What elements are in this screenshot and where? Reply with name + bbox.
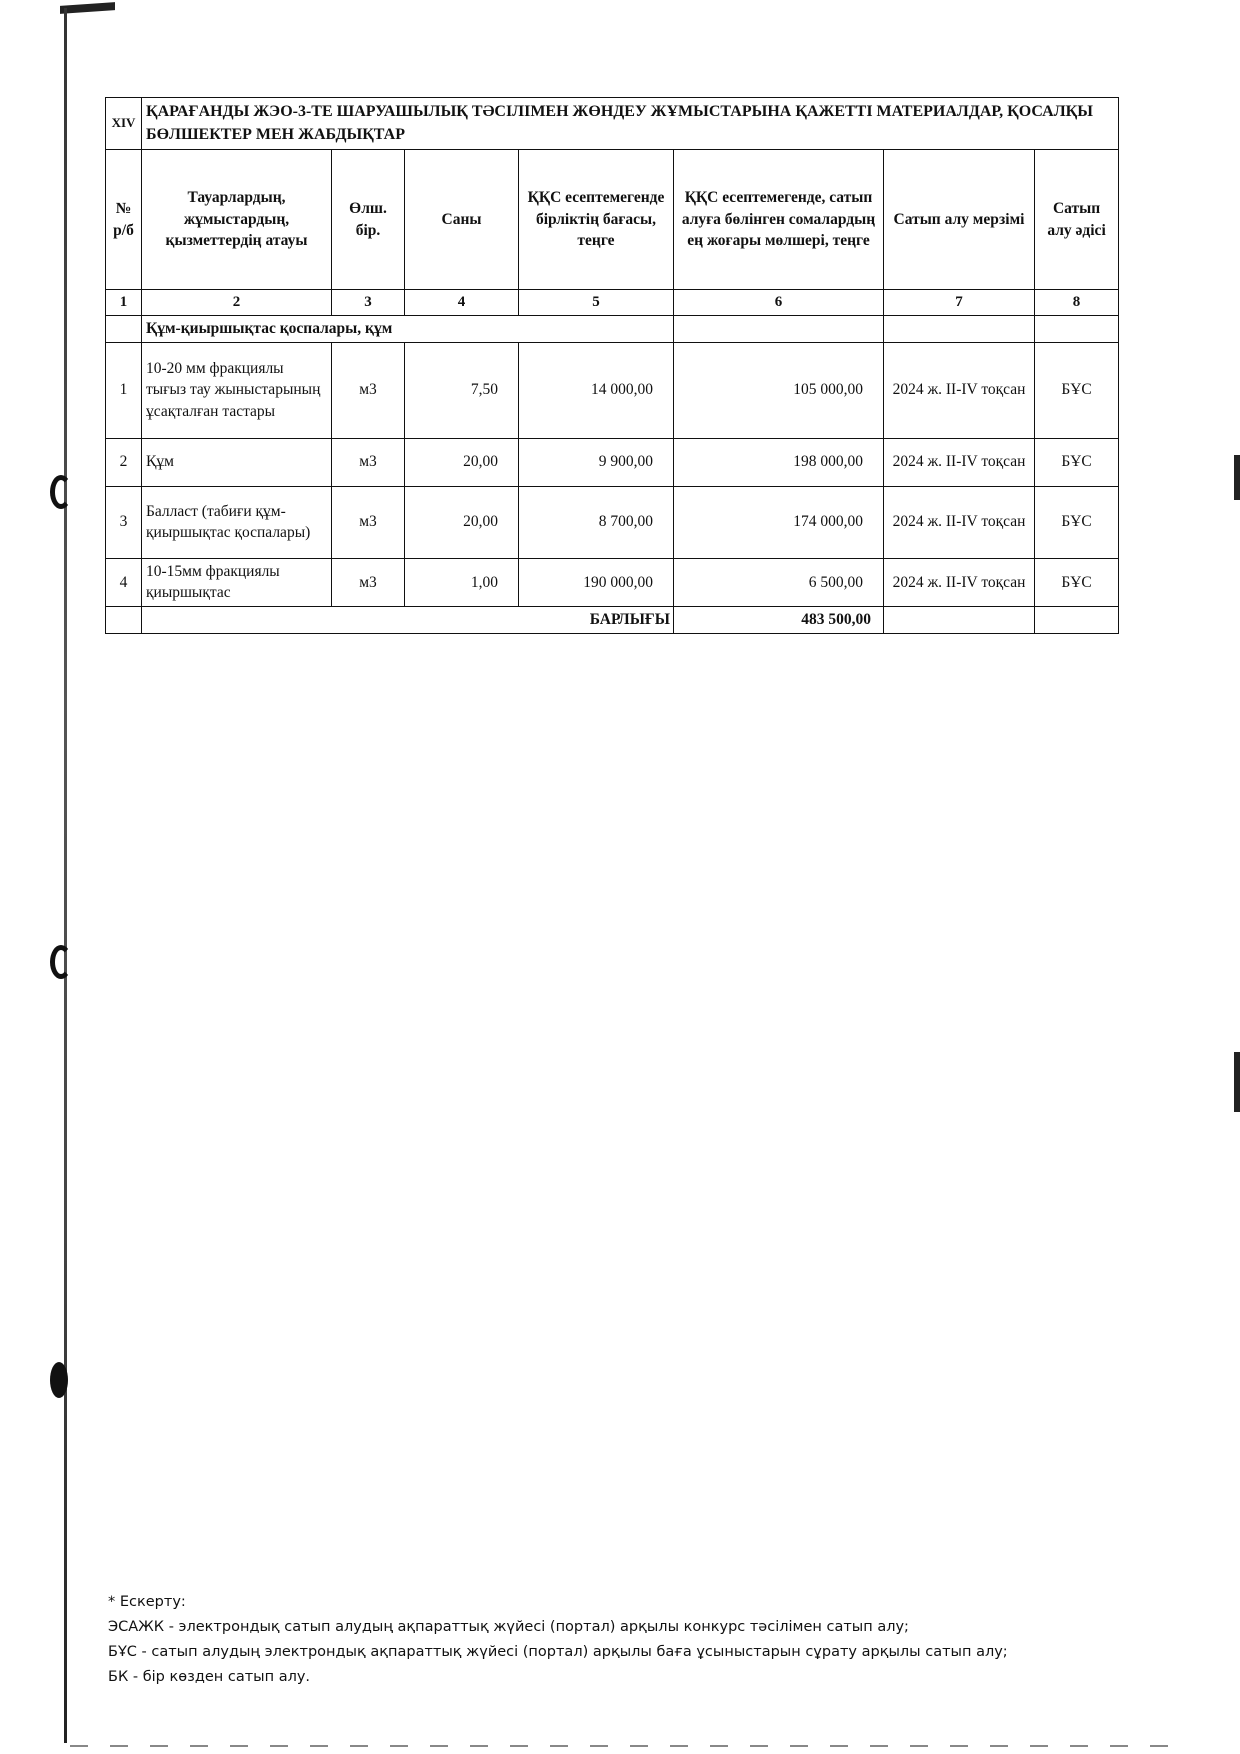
item-name: Құм [142,438,332,486]
column-index: 8 [1035,290,1119,316]
col-header-method: Сатып алу әдісі [1035,150,1119,290]
punch-hole [50,945,72,979]
item-unit: м3 [332,486,405,558]
scan-noise [70,1745,1170,1747]
col-header-term: Сатып алу мерзімі [884,150,1035,290]
col-header-unit-price: ҚҚС есептемегенде бірліктің бағасы, теңге [519,150,674,290]
footnote-line: ЭСАЖК - электрондық сатып алудың ақпараттық жүйесі (портал) арқылы конкурс тәсілімен сатып алу; [108,1619,909,1635]
row-number: 1 [106,342,142,438]
item-term: 2024 ж. II-IV тоқсан [884,558,1035,606]
item-term: 2024 ж. II-IV тоқсан [884,342,1035,438]
item-name: 10-15мм фракциялы қиыршықтас [142,558,332,606]
scan-edge-left [64,8,67,1743]
scan-edge-right [1234,455,1240,500]
header-row [106,150,1119,290]
item-qty: 7,50 [405,342,519,438]
total-value: 483 500,00 [674,607,884,634]
column-index: 5 [519,290,674,316]
scan-edge-top [60,2,115,14]
col-header-name: Тауарлардың, жұмыстардың, қызметтердің атауы [142,150,332,290]
item-sum: 6 500,00 [674,558,884,606]
column-index: 2 [142,290,332,316]
punch-hole [50,1362,68,1398]
column-index: 1 [106,290,142,316]
row-number: 4 [106,558,142,606]
item-qty: 20,00 [405,486,519,558]
item-method: БҰС [1035,558,1119,606]
row-number: 3 [106,486,142,558]
item-name: Балласт (табиғи құм-қиыршықтас қоспалары) [142,486,332,558]
total-row [106,607,1119,634]
group-title: Құм-қиыршықтас қоспалары, құм [142,316,674,343]
punch-hole [50,475,72,509]
item-price: 9 900,00 [519,438,674,486]
column-index: 7 [884,290,1035,316]
item-unit: м3 [332,438,405,486]
col-header-qty: Саны [405,150,519,290]
table-row [106,486,1119,558]
total-label: БАРЛЫҒЫ [142,607,674,634]
item-sum: 174 000,00 [674,486,884,558]
item-price: 190 000,00 [519,558,674,606]
group-row [106,316,1119,343]
item-unit: м3 [332,342,405,438]
section-title: ҚАРАҒАНДЫ ЖЭО-3-ТЕ ШАРУАШЫЛЫҚ ТӘСІЛІМЕН ЖӨНДЕУ ЖҰМЫСТАРЫНА ҚАЖЕТТІ МАТЕРИАЛДАР, ҚОСАЛҚЫ БӨЛШЕКТЕР МЕН ЖАБДЫҚТАР [142,98,1119,150]
col-header-unit: Өлш. бір. [332,150,405,290]
section-number: XIV [106,98,142,150]
footnote-line: БК - бір көзден сатып алу. [108,1669,311,1685]
item-method: БҰС [1035,342,1119,438]
item-sum: 105 000,00 [674,342,884,438]
column-index: 6 [674,290,884,316]
footnote [108,1590,1108,1690]
item-sum: 198 000,00 [674,438,884,486]
scan-edge-right [1234,1052,1240,1112]
item-method: БҰС [1035,438,1119,486]
table-row [106,558,1119,606]
section-row [106,98,1119,150]
row-number: 2 [106,438,142,486]
item-qty: 20,00 [405,438,519,486]
col-header-number: № р/б [106,150,142,290]
item-method: БҰС [1035,486,1119,558]
item-price: 8 700,00 [519,486,674,558]
table-row [106,342,1119,438]
column-index: 4 [405,290,519,316]
item-unit: м3 [332,558,405,606]
item-term: 2024 ж. II-IV тоқсан [884,486,1035,558]
item-qty: 1,00 [405,558,519,606]
table-row [106,438,1119,486]
col-header-sum: ҚҚС есептемегенде, сатып алуға бөлінген сомалардың ең жоғары мөлшері, теңге [674,150,884,290]
footnote-line: БҰС - сатып алудың электрондық ақпараттық жүйесі (портал) арқылы баға ұсыныстарын сұрату арқылы сатып алу; [108,1644,1008,1660]
procurement-table [105,97,1119,634]
column-index: 3 [332,290,405,316]
column-index-row [106,290,1119,316]
item-name: 10-20 мм фракциялы тығыз тау жыныстарының ұсақталған тастары [142,342,332,438]
item-term: 2024 ж. II-IV тоқсан [884,438,1035,486]
item-price: 14 000,00 [519,342,674,438]
footnote-heading: * Ескерту: [108,1594,186,1610]
